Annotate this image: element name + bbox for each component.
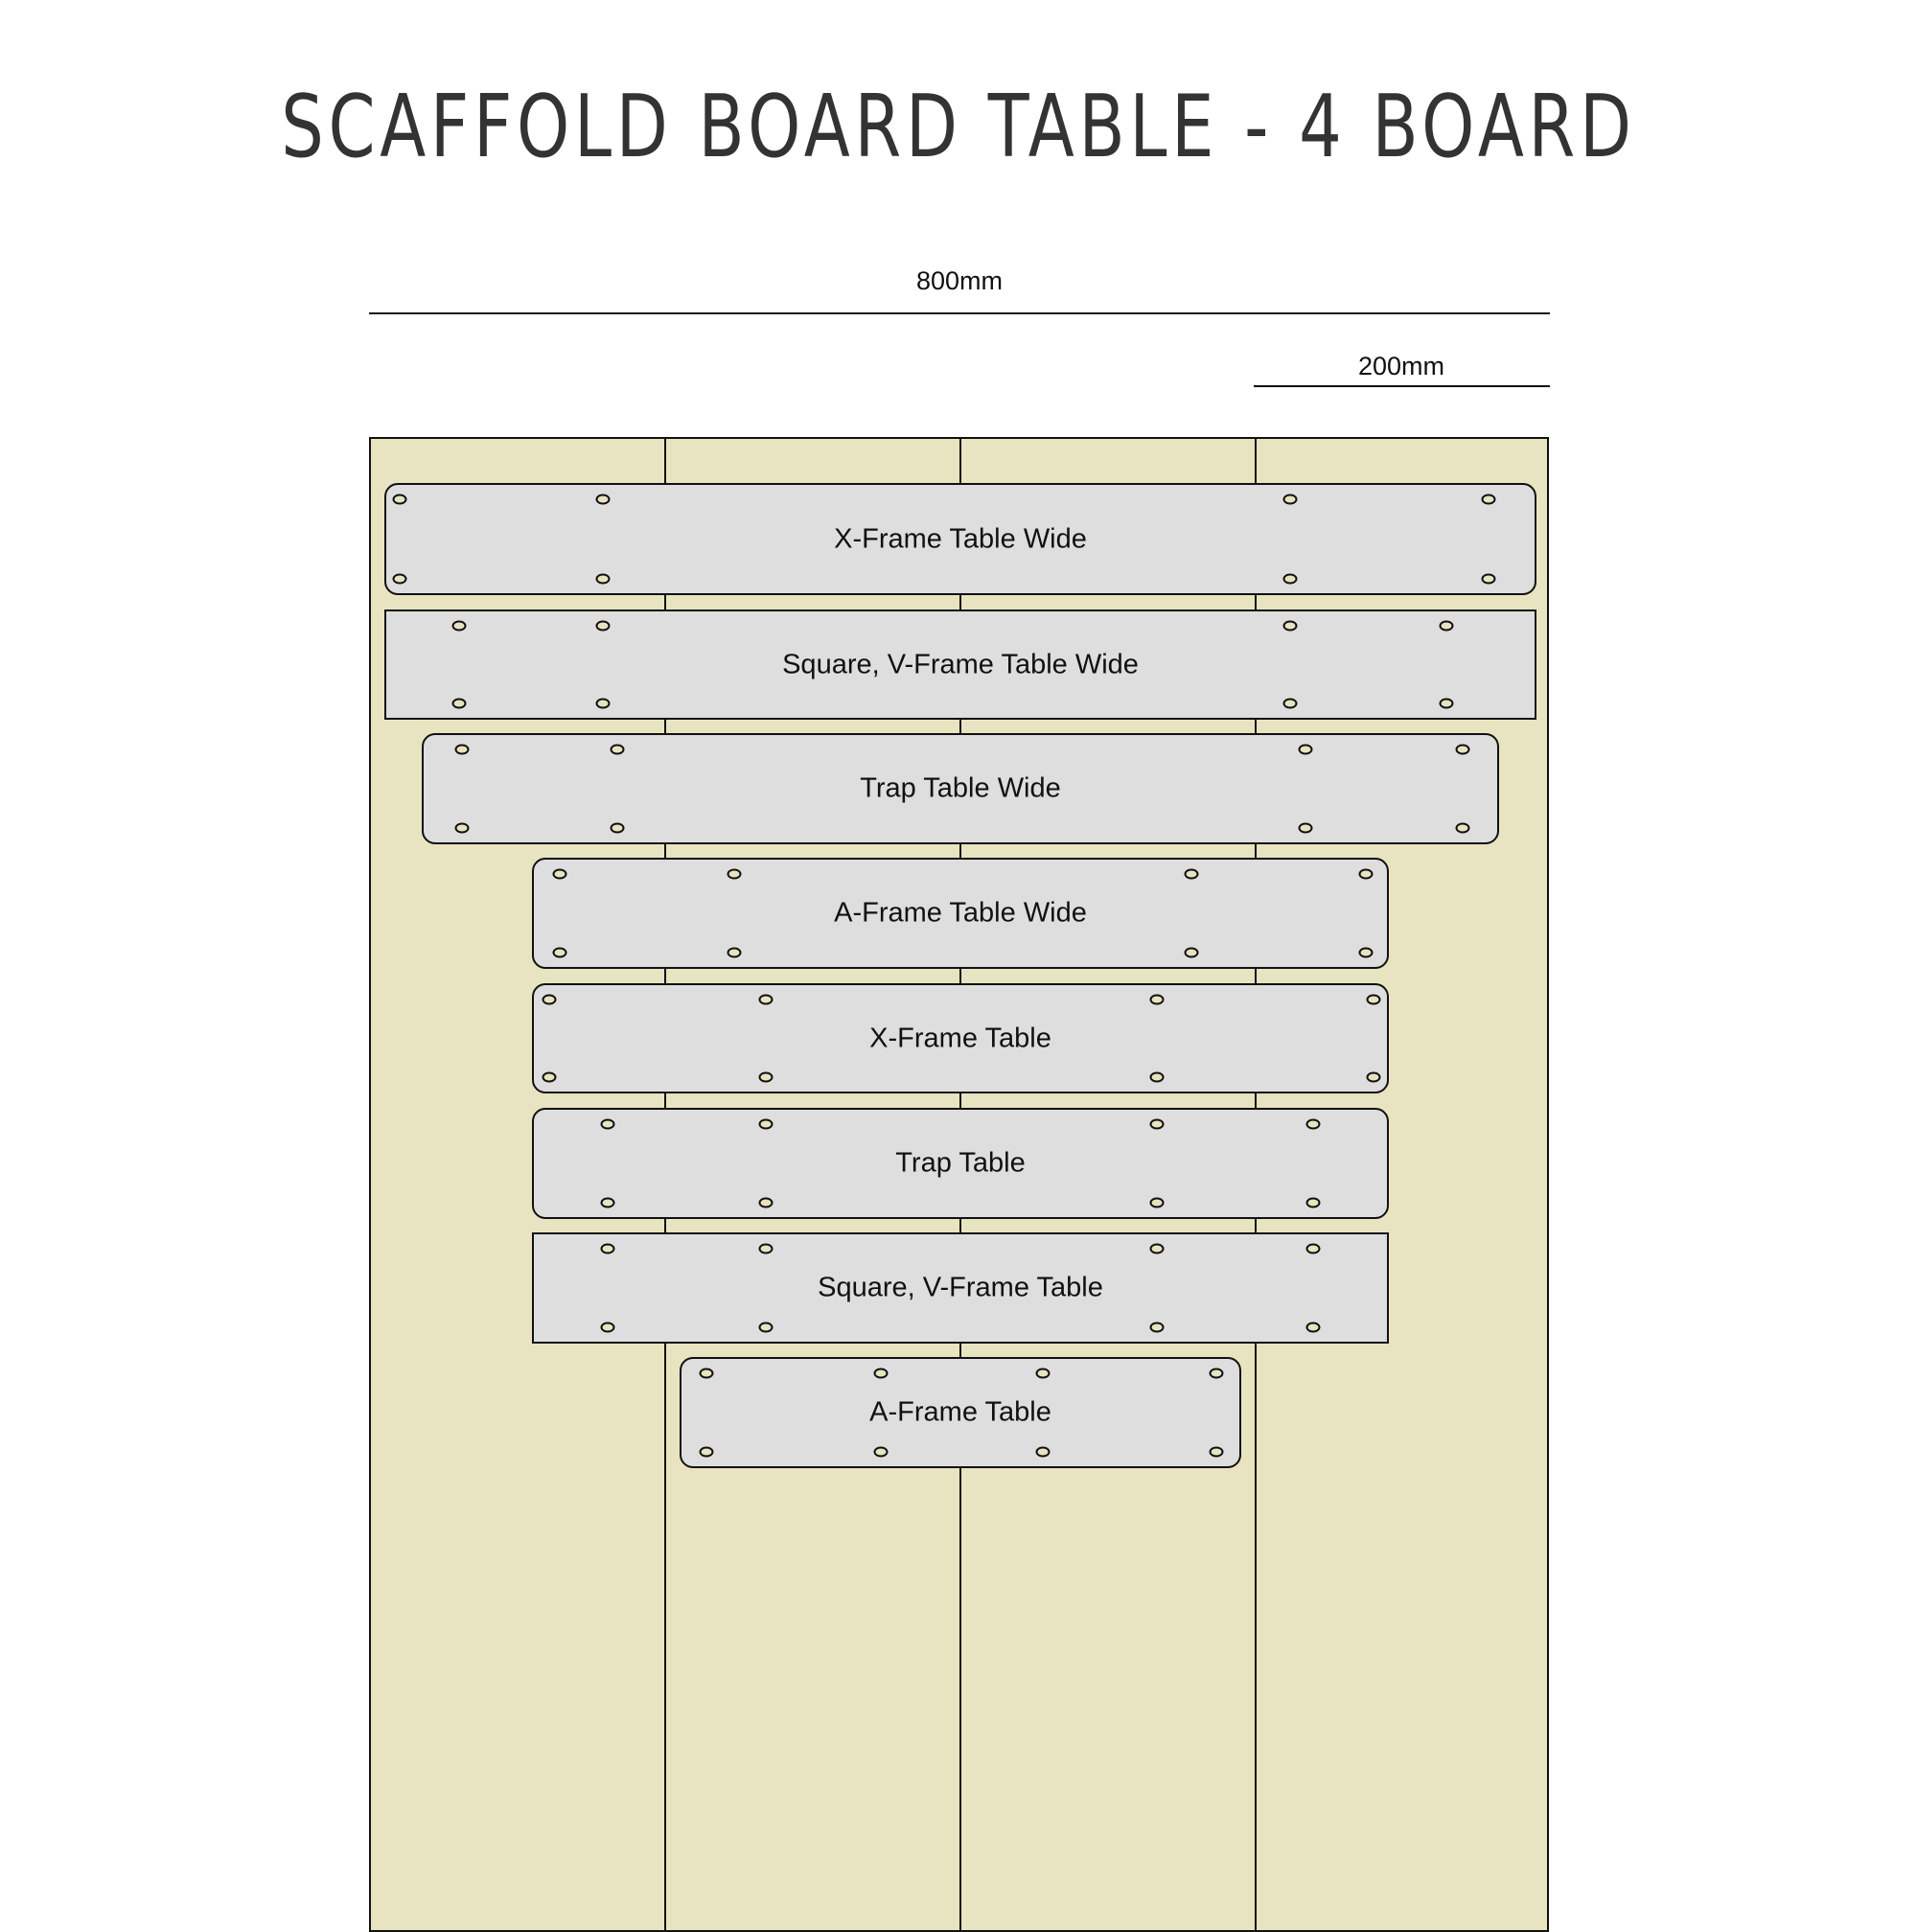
fixing-hole [596,699,611,709]
fixing-hole [601,1244,615,1254]
fixing-hole [1367,1072,1381,1083]
fixing-hole [759,995,774,1005]
fixing-hole [1185,869,1199,880]
plate-a-frame-table-wide [532,858,1389,969]
plate-label: Square, V-Frame Table [818,1272,1103,1303]
fixing-hole [596,494,611,505]
scaffold-boards [369,437,1549,1932]
fixing-hole [1367,995,1381,1005]
fixing-hole [1306,1322,1321,1333]
fixing-hole [611,745,625,755]
fixing-hole [1482,574,1496,585]
fixing-hole [1283,621,1298,632]
fixing-hole [596,621,611,632]
overall-width-dimension-line [369,312,1550,314]
fixing-hole [1036,1447,1051,1458]
fixing-hole [455,823,470,834]
fixing-hole [1299,823,1313,834]
fixing-hole [1185,948,1199,958]
fixing-hole [452,621,467,632]
fixing-hole [1283,494,1298,505]
fixing-hole [601,1198,615,1208]
fixing-hole [1440,699,1454,709]
plate-label: Square, V-Frame Table Wide [782,649,1139,679]
plate-label: A-Frame Table [869,1396,1051,1428]
page-title: SCAFFOLD BOARD TABLE - 4 BOARD [281,77,1636,177]
plate-label: A-Frame Table Wide [834,897,1087,929]
fixing-hole [874,1447,889,1458]
fixing-hole [596,574,611,585]
plate-square-v-frame-table [532,1232,1389,1344]
fixing-hole [1456,823,1470,834]
plate-trap-table-wide [422,733,1499,844]
fixing-hole [543,995,557,1005]
plate-a-frame-table [680,1357,1241,1468]
fixing-hole [759,1322,774,1333]
plate-label: Trap Table [895,1147,1026,1179]
fixing-hole [1283,699,1298,709]
fixing-hole [759,1072,774,1083]
fixing-hole [1306,1244,1321,1254]
fixing-hole [1150,1119,1165,1130]
fixing-hole [1359,869,1374,880]
board-width-label: 200mm [1357,352,1445,380]
plate-trap-table [532,1108,1389,1219]
fixing-hole [1150,1072,1165,1083]
fixing-hole [759,1119,774,1130]
fixing-hole [543,1072,557,1083]
fixing-hole [553,869,567,880]
fixing-hole [452,699,467,709]
fixing-hole [455,745,470,755]
fixing-hole [1440,621,1454,632]
fixing-hole [601,1119,615,1130]
fixing-hole [611,823,625,834]
plate-label: Trap Table Wide [860,772,1061,804]
fixing-hole [553,948,567,958]
fixing-hole [700,1447,714,1458]
fixing-hole [601,1322,615,1333]
plate-x-frame-table [532,983,1389,1093]
fixing-hole [700,1368,714,1379]
fixing-hole [1283,574,1298,585]
fixing-hole [1306,1198,1321,1208]
fixing-hole [1036,1368,1051,1379]
fixing-hole [1150,995,1165,1005]
plate-x-frame-table-wide [384,483,1536,595]
fixing-hole [759,1244,774,1254]
fixing-hole [759,1198,774,1208]
overall-width-label: 800mm [915,266,1004,295]
fixing-hole [393,574,407,585]
plate-label: X-Frame Table [869,1023,1051,1053]
fixing-hole [1150,1322,1165,1333]
fixing-hole [1306,1119,1321,1130]
fixing-hole [1150,1244,1165,1254]
fixing-hole [1299,745,1313,755]
board-width-dimension-line [1254,385,1550,387]
fixing-hole [874,1368,889,1379]
plate-square-v-frame-table-wide [384,610,1536,720]
fixing-hole [1210,1368,1224,1379]
fixing-hole [1359,948,1374,958]
plate-label: X-Frame Table Wide [834,523,1087,554]
fixing-hole [1482,494,1496,505]
fixing-hole [1150,1198,1165,1208]
fixing-hole [728,869,742,880]
fixing-hole [393,494,407,505]
fixing-hole [1210,1447,1224,1458]
fixing-hole [1456,745,1470,755]
fixing-hole [728,948,742,958]
